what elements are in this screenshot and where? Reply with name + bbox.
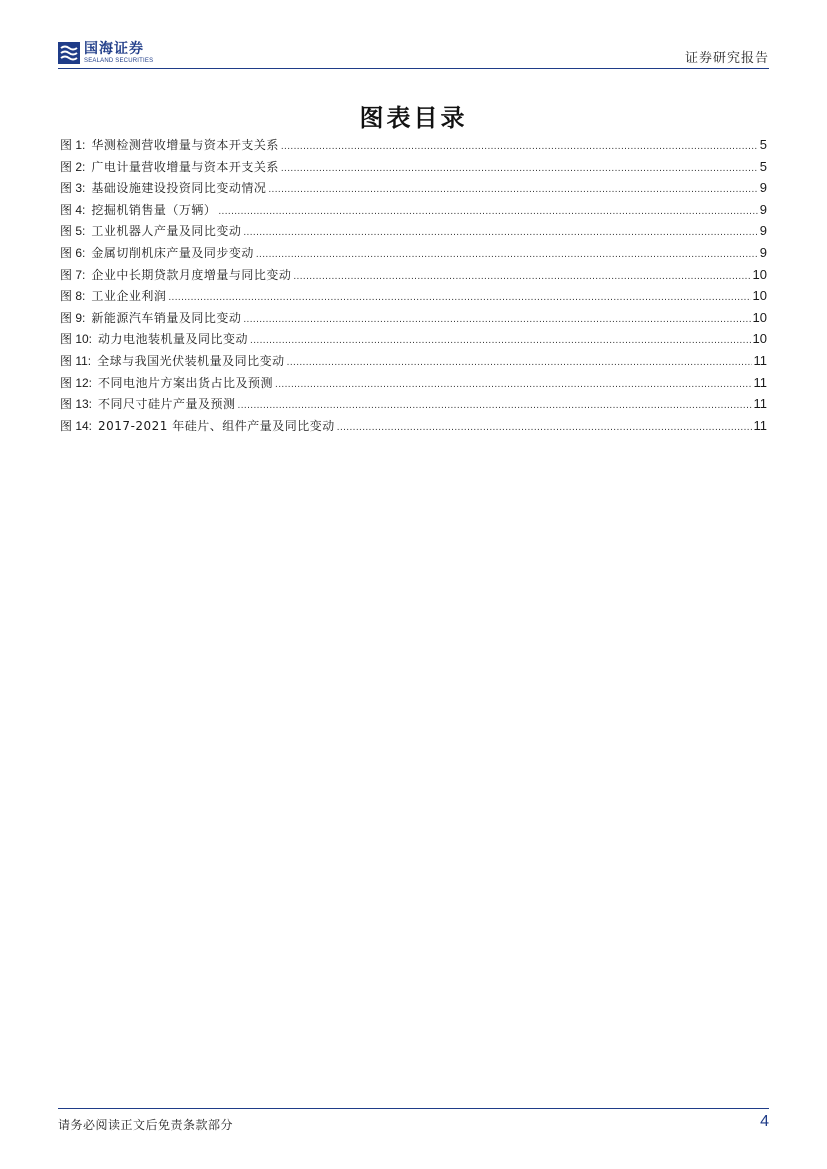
toc-entry-label: 图 11:	[60, 353, 92, 368]
page-header	[58, 38, 769, 69]
toc-entry-page: 11	[753, 396, 767, 412]
toc-entry-caption: 工业机器人产量及同比变动	[91, 224, 242, 239]
toc-entry-label: 图 5:	[60, 224, 86, 239]
toc-entry-caption: 基础设施建设投资同比变动情况	[91, 181, 267, 196]
toc-entry-leader	[243, 227, 757, 238]
toc-entry-leader	[337, 422, 752, 433]
toc-entry[interactable]	[60, 244, 767, 266]
toc-entry-label: 图 9:	[60, 310, 86, 325]
toc-entry-leader	[281, 141, 758, 152]
brand-name-en: SEALAND SECURITIES	[84, 58, 154, 64]
toc-entry[interactable]	[60, 287, 767, 309]
toc-entry[interactable]	[60, 201, 767, 223]
toc-entry-page: 9	[759, 201, 767, 217]
toc-entry-label: 图 6:	[60, 245, 86, 260]
toc-entry-caption: 华测检测营收增量与资本开支关系	[91, 138, 279, 152]
page-number: 4	[760, 1113, 769, 1130]
toc-entry-caption: 动力电池装机量及同比变动	[98, 332, 249, 347]
toc-entry-leader	[293, 271, 750, 282]
toc-entry-page: 10	[752, 288, 767, 304]
toc-entry[interactable]	[60, 395, 767, 417]
toc-entry-page: 10	[752, 331, 767, 347]
toc-entry-label: 图 14:	[60, 418, 93, 433]
toc-entry[interactable]	[60, 266, 767, 288]
toc-entry-caption: 不同电池片方案出货占比及预测	[98, 375, 274, 390]
toc-entry[interactable]	[60, 352, 767, 374]
sealand-logo-icon	[58, 42, 80, 64]
toc-entry-page: 11	[753, 417, 767, 433]
toc-entry[interactable]	[60, 417, 767, 439]
toc-entry[interactable]	[60, 309, 767, 331]
toc-entry-label: 图 13:	[60, 397, 93, 412]
toc-entry-page: 9	[759, 244, 767, 260]
toc-entry-page: 9	[759, 180, 767, 196]
toc-entry-label: 图 3:	[60, 181, 86, 196]
toc-entry-label: 图 2:	[60, 159, 86, 174]
toc-entry[interactable]	[60, 222, 767, 244]
toc-title: 图表目录	[359, 104, 468, 132]
toc-entry-caption: 广电计量营收增量与资本开支关系	[91, 159, 279, 174]
toc-entry-caption: 不同尺寸硅片产量及预测	[98, 397, 236, 412]
toc-entry-label: 图 10:	[60, 332, 93, 347]
toc-entry-caption: 金属切削机床产量及同步变动	[91, 245, 254, 260]
toc-entry-page: 10	[752, 309, 767, 325]
toc-entry-leader	[238, 400, 752, 411]
toc-entry-leader	[218, 206, 757, 217]
toc-entry-leader	[268, 184, 757, 195]
toc-entry-label: 图 1:	[60, 138, 86, 152]
toc-entry-page: 5	[759, 137, 767, 152]
toc-list	[60, 136, 767, 438]
toc-entry-page: 9	[759, 223, 767, 239]
brand-name-cn: 国海证券	[84, 41, 144, 57]
toc-entry-leader	[250, 335, 750, 346]
toc-entry-label: 图 12:	[60, 375, 93, 390]
toc-entry-leader	[281, 163, 758, 174]
toc-entry-caption: 全球与我国光伏装机量及同比变动	[97, 353, 285, 368]
toc-entry-page: 5	[759, 158, 767, 174]
toc-entry-leader	[287, 357, 752, 368]
toc-entry-label: 图 4:	[60, 202, 86, 217]
toc-entry[interactable]	[60, 158, 767, 180]
toc-entry-caption: 工业企业利润	[91, 289, 167, 304]
toc-entry-leader	[256, 249, 758, 260]
toc-entry-label: 图 8:	[60, 289, 86, 304]
toc-entry-page: 11	[753, 374, 767, 390]
toc-entry-caption: 2017-2021 年硅片、组件产量及同比变动	[98, 418, 335, 433]
brand-logo	[58, 40, 153, 66]
toc-entry-leader	[168, 292, 750, 303]
toc-entry-page: 11	[753, 352, 767, 368]
toc-entry-leader	[275, 379, 751, 390]
report-type-label: 证券研究报告	[684, 51, 769, 66]
toc-entry[interactable]	[60, 330, 767, 352]
toc-entry[interactable]	[60, 136, 767, 158]
disclaimer-note: 请务必阅读正文后免责条款部分	[58, 1118, 234, 1132]
toc-entry-label: 图 7:	[60, 267, 86, 282]
toc-entry-leader	[243, 314, 750, 325]
toc-entry-caption: 挖掘机销售量（万辆）	[91, 202, 217, 217]
toc-entry[interactable]	[60, 179, 767, 201]
page-footer	[58, 1108, 769, 1139]
toc-entry-caption: 企业中长期贷款月度增量与同比变动	[91, 267, 292, 282]
toc-entry-page: 10	[752, 266, 767, 282]
toc-entry-caption: 新能源汽车销量及同比变动	[91, 310, 242, 325]
toc-entry[interactable]	[60, 374, 767, 396]
